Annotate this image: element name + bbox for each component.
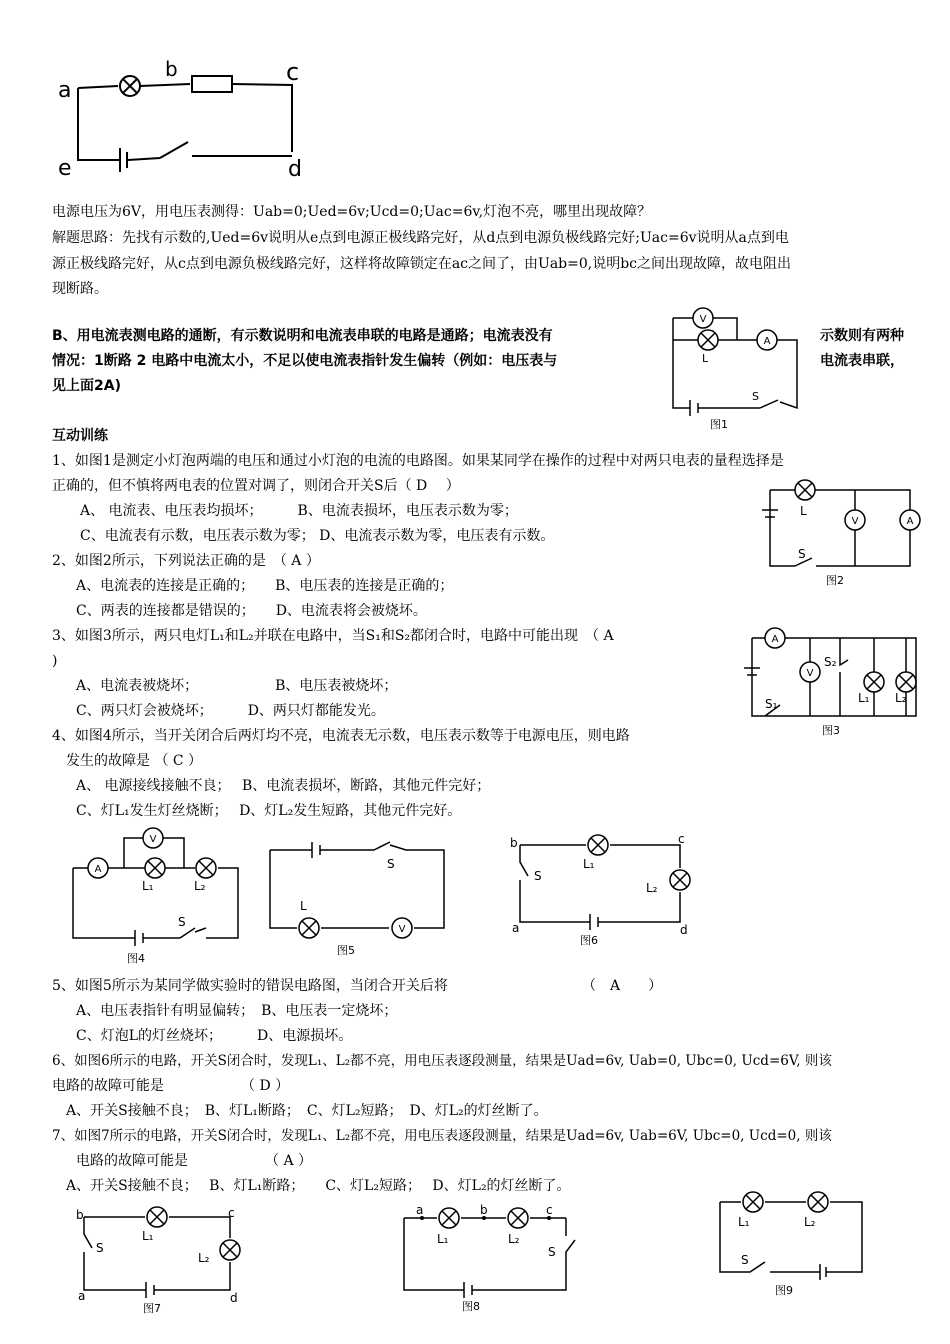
fig7-node-a: a	[78, 1289, 86, 1303]
training-title: 互动训练	[52, 428, 108, 444]
q3-option-cd: C、两只灯会被烧坏； D、两只灯都能发光。	[76, 703, 385, 719]
fig9-caption: 图9	[775, 1284, 793, 1297]
fig3-caption: 图3	[822, 724, 840, 737]
q1-line2: 正确的，但不慎将两电表的位置对调了，则闭合开关S后（ D ）	[52, 478, 460, 494]
fig3-l1-label: L₁	[858, 691, 870, 705]
fig4-caption: 图4	[127, 952, 145, 965]
fig7-l1-label: L₁	[142, 1229, 154, 1243]
q6-line1: 6、如图6所示的电路，开关S闭合时，发现L₁、L₂都不亮，用电压表逐段测量，结果是Uad=6v, Uab=0, Ubc=0, Ucd=6V, 则该	[52, 1053, 832, 1069]
fig6-l2-label: L₂	[646, 881, 658, 895]
fig6-node-d: d	[680, 923, 688, 937]
fig1-lamp-label: L	[702, 352, 709, 365]
figure-2	[762, 490, 910, 566]
node-a: a	[58, 78, 72, 103]
intro-solution-3: 现断路。	[52, 281, 108, 297]
fig9-switch-label: S	[741, 1253, 749, 1267]
section-b-line2: 情况：1断路 2 电路中电流太小，不足以使电流表指针发生偏转（例如：电压表与	[52, 353, 558, 369]
fig6-node-c: c	[678, 832, 685, 846]
fig4-l1-label: L₁	[142, 879, 154, 893]
fig6-l1-label: L₁	[583, 857, 595, 871]
q2-line1: 2、如图2所示，下列说法正确的是 （ A ）	[52, 553, 320, 569]
node-d: d	[288, 157, 302, 182]
q5-option-cd: C、灯泡L的灯丝烧坏； D、电源损坏。	[76, 1028, 353, 1044]
fig1-switch-label: S	[752, 390, 759, 403]
q1-option-cd: C、电流表有示数，电压表示数为零； D、电流表示数为零，电压表有示数。	[80, 528, 555, 544]
q7-line2: 电路的故障可能是 （ A ）	[76, 1153, 313, 1169]
q2-option-ab: A、电流表的连接是正确的； B、电压表的连接是正确的；	[76, 578, 454, 594]
q7-line1: 7、如图7所示的电路，开关S闭合时，发现L₁、L₂都不亮，用电压表逐段测量，结果是Uad=6v, Uab=6V, Ubc=0, Ucd=0, 则该	[52, 1128, 832, 1144]
fig1-ammeter-label: A	[763, 336, 771, 347]
fig5-switch-label: S	[387, 857, 395, 871]
intro-solution-1: 解题思路：先找有示数的,Ued=6v说明从e点到电源正极线路完好，从d点到电源负极线路完好;Uac=6v说明从a点到电	[52, 230, 789, 246]
fig8-node-a: a	[416, 1203, 424, 1217]
section-b-line1: B、用电流表测电路的通断，有示数说明和电流表串联的电路是通路；电流表没有	[52, 328, 553, 344]
fig1-voltmeter-label: V	[699, 314, 707, 325]
fig3-l2-label: L₂	[895, 691, 907, 705]
fig2-ammeter-label: A	[906, 516, 914, 527]
fig8-l2-label: L₂	[508, 1232, 520, 1246]
fig8-node-c: c	[546, 1203, 553, 1217]
fig5-caption: 图5	[337, 944, 355, 957]
figure-4	[73, 838, 238, 946]
fig3-voltmeter-label: V	[806, 668, 814, 679]
q5-option-ab: A、电压表指针有明显偏转； B、电压表一定烧坏；	[76, 1003, 398, 1019]
fig9-l1-label: L₁	[738, 1215, 750, 1229]
fig4-voltmeter-label: V	[149, 834, 157, 845]
fig5-lamp-label: L	[300, 899, 307, 913]
node-b: b	[165, 57, 178, 81]
fig7-node-d: d	[230, 1291, 238, 1305]
fig2-switch-label: S	[798, 547, 806, 561]
fig8-switch-label: S	[548, 1245, 556, 1259]
fig6-switch-label: S	[534, 869, 542, 883]
q4-option-cd: C、灯L₁发生灯丝烧断； D、灯L₂发生短路，其他元件完好。	[76, 803, 462, 819]
fig2-lamp-label: L	[800, 504, 807, 518]
fig2-caption: 图2	[826, 574, 844, 587]
fig7-switch-label: S	[96, 1241, 104, 1255]
fig3-s1-label: S₁	[765, 697, 778, 711]
q1-option-ab: A、 电流表、电压表均损坏； B、电流表损坏，电压表示数为零；	[80, 503, 518, 519]
fig4-l2-label: L₂	[194, 879, 206, 893]
q1-line1: 1、如图1是测定小灯泡两端的电压和通过小灯泡的电流的电路图。如果某同学在操作的过程中对两只电表的量程选择是	[52, 453, 784, 469]
fig4-switch-label: S	[178, 915, 186, 929]
fig7-caption: 图7	[143, 1302, 161, 1315]
figure-1	[673, 318, 797, 416]
q4-line2: 发生的故障是 （ C ）	[66, 753, 203, 769]
fig6-node-b: b	[510, 836, 518, 850]
fig3-ammeter-label: A	[771, 634, 779, 645]
q2-option-cd: C、两表的连接都是错误的； D、电流表将会被烧坏。	[76, 603, 427, 619]
node-c: c	[286, 58, 300, 86]
figure-5	[270, 842, 444, 928]
fig3-s2-label: S₂	[824, 655, 837, 669]
fig1-caption: 图1	[710, 418, 728, 431]
section-b-line2-tail: 电流表串联，	[820, 353, 904, 369]
q3-line1: 3、如图3所示，两只电灯L₁和L₂并联在电路中，当S₁和S₂都闭合时，电路中可能出现 （ A	[52, 628, 614, 644]
fig5-voltmeter-label: V	[398, 924, 406, 935]
section-b-line3: 见上面2A)	[52, 378, 121, 394]
fig8-l1-label: L₁	[437, 1232, 449, 1246]
fig4-ammeter-label: A	[94, 864, 102, 875]
q6-line2: 电路的故障可能是 （ D ）	[52, 1078, 290, 1094]
fig2-voltmeter-label: V	[851, 516, 859, 527]
intro-question: 电源电压为6V，用电压表测得：Uab=0;Ued=6v;Ucd=0;Uac=6v,灯泡不亮，哪里出现故障？	[52, 204, 652, 220]
q3-line1-close: )	[52, 653, 58, 669]
fig6-node-a: a	[512, 921, 520, 935]
q4-option-ab: A、 电源接线接触不良； B、电流表损坏，断路，其他元件完好；	[76, 778, 491, 794]
fig6-caption: 图6	[580, 934, 598, 947]
q3-option-ab: A、电流表被烧坏； B、电压表被烧坏；	[76, 678, 398, 694]
section-b-line1-tail: 示数则有两种	[820, 328, 904, 344]
q5-answer: （ A ）	[582, 978, 663, 994]
fig7-node-c: c	[228, 1206, 235, 1220]
q6-options: A、开关S接触不良； B、灯L₁断路； C、灯L₂短路； D、灯L₂的灯丝断了。	[66, 1103, 548, 1119]
fig8-node-b: b	[480, 1203, 488, 1217]
intro-solution-2: 源正极线路完好，从c点到电源负极线路完好，这样将故障锁定在ac之间了，由Uab=0,说明bc之间出现故障，故电阻出	[52, 256, 792, 272]
fig9-l2-label: L₂	[804, 1215, 816, 1229]
node-e: e	[58, 156, 72, 181]
fig7-l2-label: L₂	[198, 1251, 210, 1265]
q4-line1: 4、如图4所示，当开关闭合后两灯均不亮，电流表无示数，电压表示数等于电源电压，则电路	[52, 728, 630, 744]
figure-9	[720, 1202, 862, 1280]
fig7-node-b: b	[76, 1208, 84, 1222]
fig8-caption: 图8	[462, 1300, 480, 1313]
q7-options: A、开关S接触不良； B、灯L₁断路； C、灯L₂短路； D、灯L₂的灯丝断了。	[66, 1178, 571, 1194]
q5-line1: 5、如图5所示为某同学做实验时的错误电路图，当闭合开关后将	[52, 978, 448, 994]
